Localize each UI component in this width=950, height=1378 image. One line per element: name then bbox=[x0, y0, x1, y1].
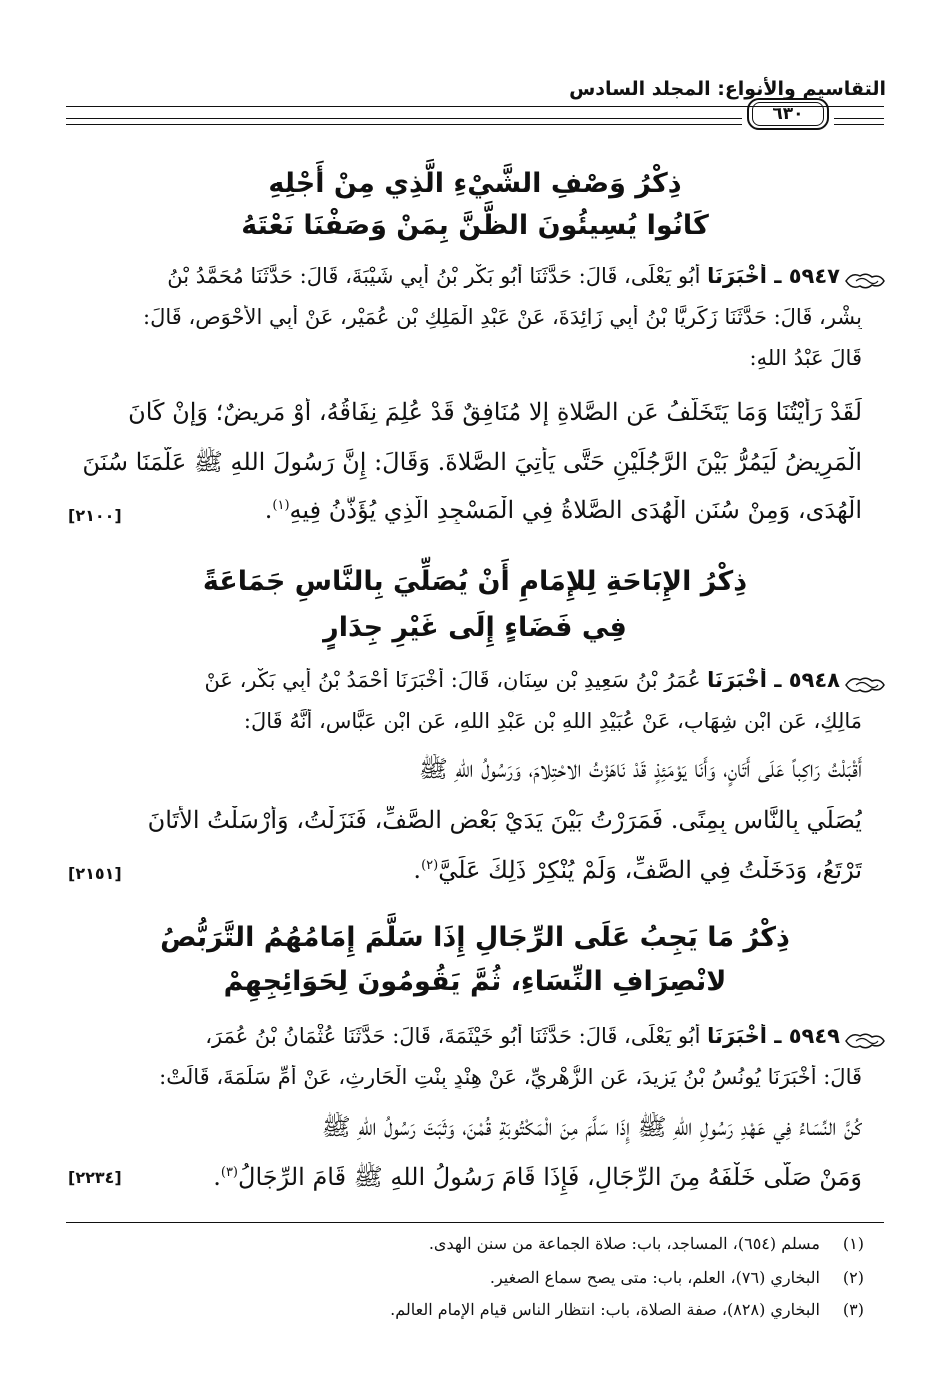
running-title: التقاسيم والأنواع: المجلد السادس bbox=[569, 78, 886, 100]
isnad-line bbox=[66, 264, 840, 288]
reference-number: [٢١٥١] bbox=[68, 864, 122, 883]
hadith-ornament-icon bbox=[844, 674, 886, 696]
matn-line: أَقْبَلْتُ رَاكِباً عَلَى أَتَانٍ، وَأَنَا يَوْمَئِذٍ قَدْ نَاهَزْتُ الاحْتِلامَ، وَرَسُولُ اللهِ ﷺ bbox=[418, 755, 862, 783]
footnote-number: (٢) bbox=[842, 1268, 864, 1287]
hadith-number: ٥٩٤٩ ـ أَخْبَرَنَا bbox=[707, 1024, 840, 1048]
isnad-text: أَبُو يَعْلَى، قَالَ: حَدَّثَنَا أَبُو خَيْثَمَةَ، قَالَ: حَدَّثَنَا عُثْمَانُ بْنُ عُمَرَ، bbox=[205, 1024, 701, 1048]
section-heading-line: ذِكْرُ وَصْفِ الشَّيْءِ الَّذِي مِنْ أَجْلِهِ bbox=[268, 168, 682, 199]
matn-text: الْهُدَى، وَمِنْ سُنَنِ الْهُدَى الصَّلاةُ فِي الْمَسْجِدِ الَّذِي يُؤَذَّنُ فِيهِ bbox=[289, 496, 862, 524]
header-rule-left bbox=[66, 118, 742, 119]
isnad-line: قَالَ عَبْدُ اللهِ: bbox=[749, 346, 862, 370]
hadith-ornament-icon bbox=[844, 270, 886, 292]
footnote bbox=[490, 1268, 864, 1287]
header-rule-right-2 bbox=[834, 124, 884, 125]
matn-line-last: الْهُدَى، وَمِنْ سُنَنِ الْهُدَى الصَّلاةُ فِي الْمَسْجِدِ الَّذِي يُؤَذَّنُ فِيهِ$^{(١)}$. bbox=[264, 496, 862, 524]
hadith-number: ٥٩٤٨ ـ أَخْبَرَنَا bbox=[707, 668, 840, 692]
footnote-mark: (٢) bbox=[421, 858, 439, 873]
matn-line: يُصَلِّي بِالنَّاسِ بِمِنًى. فَمَرَرْتُ بَيْنَ يَدَيْ بَعْضِ الصَّفِّ، فَنَزَلْتُ، وَأَرْسَلْتُ الأَتَانَ bbox=[147, 806, 862, 834]
isnad-line: مَالِكٍ، عَنِ ابْنِ شِهَابٍ، عَنْ عُبَيْدِ اللهِ بْنِ عَبْدِ اللهِ، عَنِ ابْنِ عَبَّاسٍ، أَنَّهُ قَالَ: bbox=[243, 709, 862, 733]
isnad-line: قَالَ: أَخْبَرَنَا يُونُسُ بْنُ يَزِيدَ، عَنِ الزُّهْرِيِّ، عَنْ هِنْدٍ بِنْتِ الْحَارِثِ، عَنْ أُمِّ سَلَمَةَ، قَالَتْ: bbox=[159, 1065, 862, 1089]
hadith-number: ٥٩٤٧ ـ أَخْبَرَنَا bbox=[707, 264, 840, 288]
matn-line-last: وَمَنْ صَلَّى خَلْفَهُ مِنَ الرِّجَالِ، فَإِذَا قَامَ رَسُولُ اللهِ ﷺ قَامَ الرِّجَالُ$^{(٣)}$. bbox=[213, 1163, 862, 1191]
isnad-text: أَبُو يَعْلَى، قَالَ: حَدَّثَنَا أَبُو بَكْرِ بْنُ أَبِي شَيْبَةَ، قَالَ: حَدَّثَنَا مُحَمَّدُ بْنُ bbox=[167, 264, 701, 288]
section-heading-line: كَانُوا يُسِيئُونَ الظَّنَّ بِمَنْ وَصَفْنَا نَعْتَهُ bbox=[241, 210, 709, 241]
section-heading-line: ذِكْرُ الإِبَاحَةِ لِلإِمَامِ أَنْ يُصَلِّيَ بِالنَّاسِ جَمَاعَةً bbox=[202, 566, 748, 597]
section-heading-line: ذِكْرُ مَا يَجِبُ عَلَى الرِّجَالِ إِذَا سَلَّمَ إِمَامُهُمُ التَّرَبُّصُ bbox=[160, 922, 790, 953]
footnote-separator bbox=[66, 1222, 884, 1223]
footnote-mark: (١) bbox=[272, 498, 290, 513]
matn-text: وَمَنْ صَلَّى خَلْفَهُ مِنَ الرِّجَالِ، فَإِذَا قَامَ رَسُولُ اللهِ ﷺ قَامَ الرِّجَالُ bbox=[238, 1163, 862, 1191]
isnad-line bbox=[66, 1024, 840, 1048]
footnote bbox=[429, 1234, 864, 1253]
footnote-text: مسلم (٦٥٤)، المساجد، باب: صلاة الجماعة من سنن الهدى. bbox=[428, 1234, 820, 1253]
reference-number: [٢٢٣٤] bbox=[68, 1168, 122, 1187]
footnote-text: البخاري (٧٦)، العلم، باب: متى يصح سماع الصغير. bbox=[489, 1268, 820, 1287]
isnad-line bbox=[66, 668, 840, 692]
isnad-text: عُمَرُ بْنُ سَعِيدِ بْنِ سِنَانٍ، قَالَ: أَخْبَرَنَا أَحْمَدُ بْنُ أَبِي بَكْرٍ، عَنْ bbox=[204, 668, 701, 692]
footnote-number: (٣) bbox=[842, 1300, 864, 1319]
footnote-mark: (٣) bbox=[220, 1165, 238, 1180]
header-rule-left-2 bbox=[66, 124, 742, 125]
footnote-text: البخاري (٨٢٨)، صفة الصلاة، باب: انتظار الناس قيام الإمام العالم. bbox=[390, 1300, 820, 1319]
section-heading-line: لانْصِرَافِ النِّسَاءِ، ثُمَّ يَقُومُونَ لِحَوَائِجِهِمْ bbox=[223, 966, 727, 997]
footnote bbox=[390, 1300, 864, 1319]
matn-line: الْمَرِيضُ لَيَمُرُّ بَيْنَ الرَّجُلَيْنِ حَتَّى يَأْتِيَ الصَّلاةَ. وَقَالَ: إِنَّ رَسُولَ اللهِ ﷺ عَلَّمَنَا سُنَنَ bbox=[82, 448, 862, 476]
hadith-ornament-icon bbox=[844, 1030, 886, 1052]
matn-line-last: تَرْتَعُ، وَدَخَلْتُ فِي الصَّفِّ، وَلَمْ يُنْكِرْ ذَلِكَ عَلَيَّ$^{(٢)}$. bbox=[413, 856, 862, 884]
matn-text: تَرْتَعُ، وَدَخَلْتُ فِي الصَّفِّ، وَلَمْ يُنْكِرْ ذَلِكَ عَلَيَّ bbox=[438, 856, 862, 884]
header-rule-right bbox=[834, 118, 884, 119]
isnad-line: بِشْرٍ، قَالَ: حَدَّثَنَا زَكَرِيَّا بْنُ أَبِي زَائِدَةَ، عَنْ عَبْدِ الْمَلِكِ بْنِ عُمَيْرٍ، عَنْ أَبِي الأَحْوَصِ، قَالَ: bbox=[143, 305, 862, 329]
footnote-number: (١) bbox=[842, 1234, 864, 1253]
reference-number: [٢١٠٠] bbox=[68, 506, 122, 525]
matn-line: لَقَدْ رَأَيْتُنَا وَمَا يَتَخَلَّفُ عَنِ الصَّلاةِ إِلا مُنَافِقٌ قَدْ عُلِمَ نِفَاقُهُ، أَوْ مَرِيضٌ؛ وَإِنْ كَانَ bbox=[128, 398, 862, 426]
matn-line: كُنَّ النِّسَاءُ فِي عَهْدِ رَسُولِ اللهِ ﷺ إِذَا سَلَّمَ مِنَ الْمَكْتُوبَةِ قُمْنَ، وَثَبَتَ رَسُولُ اللهِ ﷺ bbox=[321, 1113, 862, 1141]
page-number-frame bbox=[747, 98, 829, 130]
section-heading-line: فِي فَضَاءٍ إِلَى غَيْرِ جِدَارٍ bbox=[323, 612, 627, 643]
page-number: ٦٣٠ bbox=[752, 102, 824, 126]
